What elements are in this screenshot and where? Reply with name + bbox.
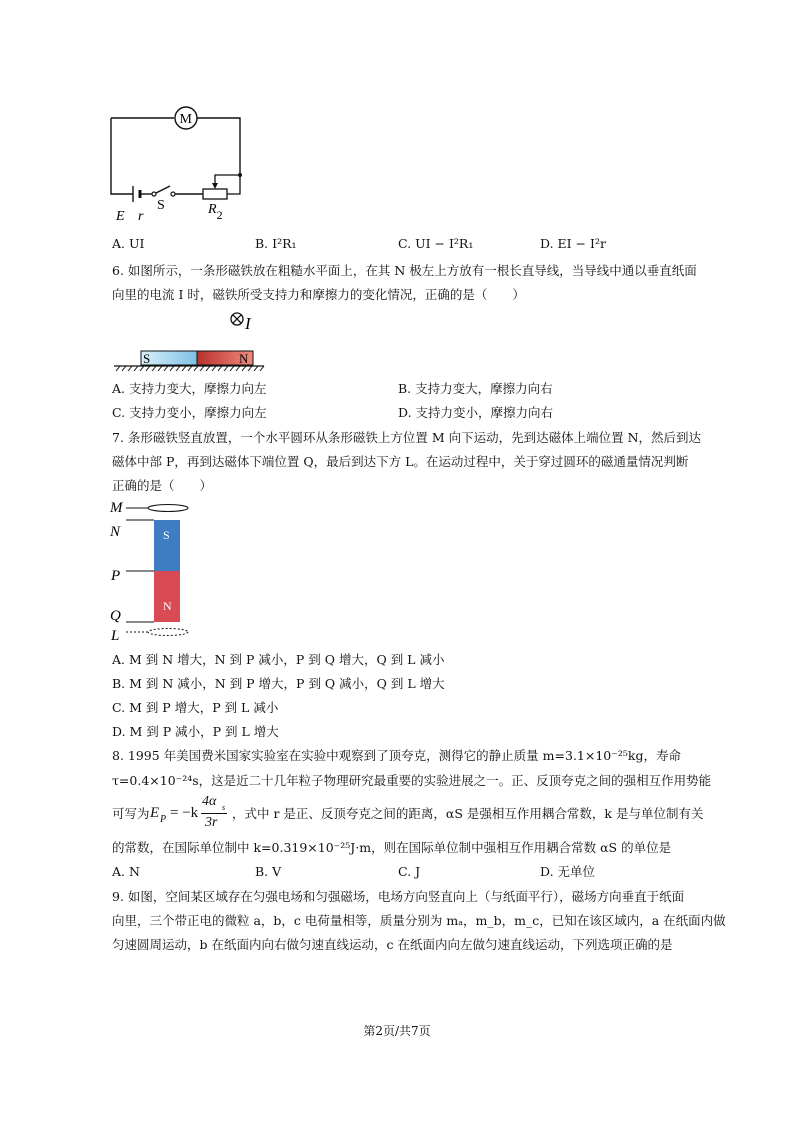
q5-option-d: D. EI − I²r (540, 236, 606, 251)
q7-option-c: C. M 到 P 增大，P 到 L 减小 (112, 700, 279, 715)
q6-option-b: B. 支持力变大，摩擦力向右 (398, 381, 553, 396)
current-into-page-icon (231, 313, 243, 325)
q7-option-a: A. M 到 N 增大，N 到 P 减小，P 到 Q 增大，Q 到 L 减小 (112, 652, 445, 667)
q5-option-a: A. UI (112, 236, 145, 251)
q8-stem-line1: 8. 1995 年美国费米国家实验室在实验中观察到了顶夸克，测得它的静止质量 m=3.1×10⁻²⁵kg，寿命 (112, 748, 681, 763)
q7-stem-line1: 7. 条形磁铁竖直放置，一个水平圆环从条形磁铁上方位置 M 向下运动，先到达磁体上端位置 N，然后到达 (112, 430, 702, 445)
q8-stem-line3-suffix: ，式中 r 是正、反顶夸克之间的距离，αS 是强相互作用耦合常数，k 是与单位制有关 (232, 806, 704, 821)
formula-numerator-sub: s (222, 803, 226, 812)
q8-option-c: C. J (398, 864, 421, 879)
label-q: Q (110, 608, 121, 624)
formula-eq: = −k (170, 805, 199, 821)
magnet-n-half (154, 571, 180, 622)
label-l: L (111, 628, 120, 644)
s-pole-label: S (143, 351, 151, 366)
q7-stem-line3: 正确的是（ ） (112, 478, 213, 493)
q8-option-a: A. N (112, 864, 140, 879)
bar-magnet-horizontal-figure (112, 310, 272, 372)
magnet-s-label: S (163, 528, 170, 542)
label-p: P (111, 568, 121, 584)
internal-resistance-label: r (138, 209, 144, 224)
q8-potential-formula (150, 794, 240, 834)
q8-stem-line4: 的常数，在国际单位制中 k=0.319×10⁻²⁵J·m，则在国际单位制中强相互作用耦合常数 αS 的单位是 (112, 840, 672, 855)
q8-option-d: D. 无单位 (540, 864, 596, 879)
formula-fraction-bar (201, 813, 227, 814)
q8-stem-line3-prefix: 可写为 (112, 806, 150, 821)
q8-stem-line2: τ=0.4×10⁻²⁴s，这是近二十几年粒子物理研究最重要的实验进展之一。正、反顶夸克之间的强相互作用势能 (112, 773, 712, 788)
label-n: N (110, 524, 121, 540)
q9-stem-line1: 9. 如图，空间某区域存在匀强电场和匀强磁场，电场方向竖直向上（与纸面平行），磁场方向垂直于纸面 (112, 889, 685, 904)
label-m: M (110, 500, 123, 516)
ring-m (148, 505, 188, 512)
q8-option-b: B. V (255, 864, 282, 879)
formula-numerator: 4α (202, 794, 217, 809)
motor-label: M (179, 112, 192, 127)
switch-label: S (157, 198, 165, 213)
page-footer: 第2页/共7页 (363, 1024, 431, 1038)
q7-option-d: D. M 到 P 减小，P 到 L 增大 (112, 724, 279, 739)
q6-stem-line2: 向里的电流 I 时，磁铁所受支持力和摩擦力的变化情况，正确的是（ ） (112, 287, 525, 302)
bar-magnet-vertical-figure (106, 498, 202, 646)
emf-label: E (116, 209, 125, 224)
q6-option-a: A. 支持力变大，摩擦力向左 (112, 381, 267, 396)
magnet-n-label: N (163, 599, 172, 613)
rheostat-r2 (203, 189, 227, 199)
ring-l (148, 629, 188, 636)
q7-stem-line2: 磁体中部 P，再到达磁体下端位置 Q，最后到达下方 L。在运动过程中，关于穿过圆环的磁通量情况判断 (112, 454, 689, 469)
formula-denominator: 3r (205, 815, 218, 830)
q5-option-b: B. I²R₁ (255, 236, 297, 251)
q7-option-b: B. M 到 N 减小，N 到 P 增大，P 到 Q 减小，Q 到 L 增大 (112, 676, 445, 691)
circuit-diagram (100, 100, 260, 228)
formula-lhs: E (150, 805, 160, 821)
resistor-label: R2 (208, 202, 223, 222)
q5-option-c: C. UI − I²R₁ (398, 236, 474, 251)
formula-lhs-sub: P (160, 814, 167, 825)
q6-option-c: C. 支持力变小，摩擦力向左 (112, 405, 267, 420)
q9-stem-line2: 向里，三个带正电的微粒 a，b，c 电荷量相等，质量分别为 mₐ，m_b，m_c，已知在该区域内，a 在纸面内做 (112, 913, 726, 928)
n-pole-label: N (239, 351, 249, 366)
current-label: I (245, 314, 251, 333)
q6-option-d: D. 支持力变小，摩擦力向右 (398, 405, 554, 420)
q9-stem-line3: 匀速圆周运动，b 在纸面内向右做匀速直线运动，c 在纸面内向左做匀速直线运动，下列选项正确的是 (112, 937, 673, 952)
q6-stem-line1: 6. 如图所示，一条形磁铁放在粗糙水平面上，在其 N 极左上方放有一根长直导线，当导线中通以垂直纸面 (112, 263, 697, 278)
